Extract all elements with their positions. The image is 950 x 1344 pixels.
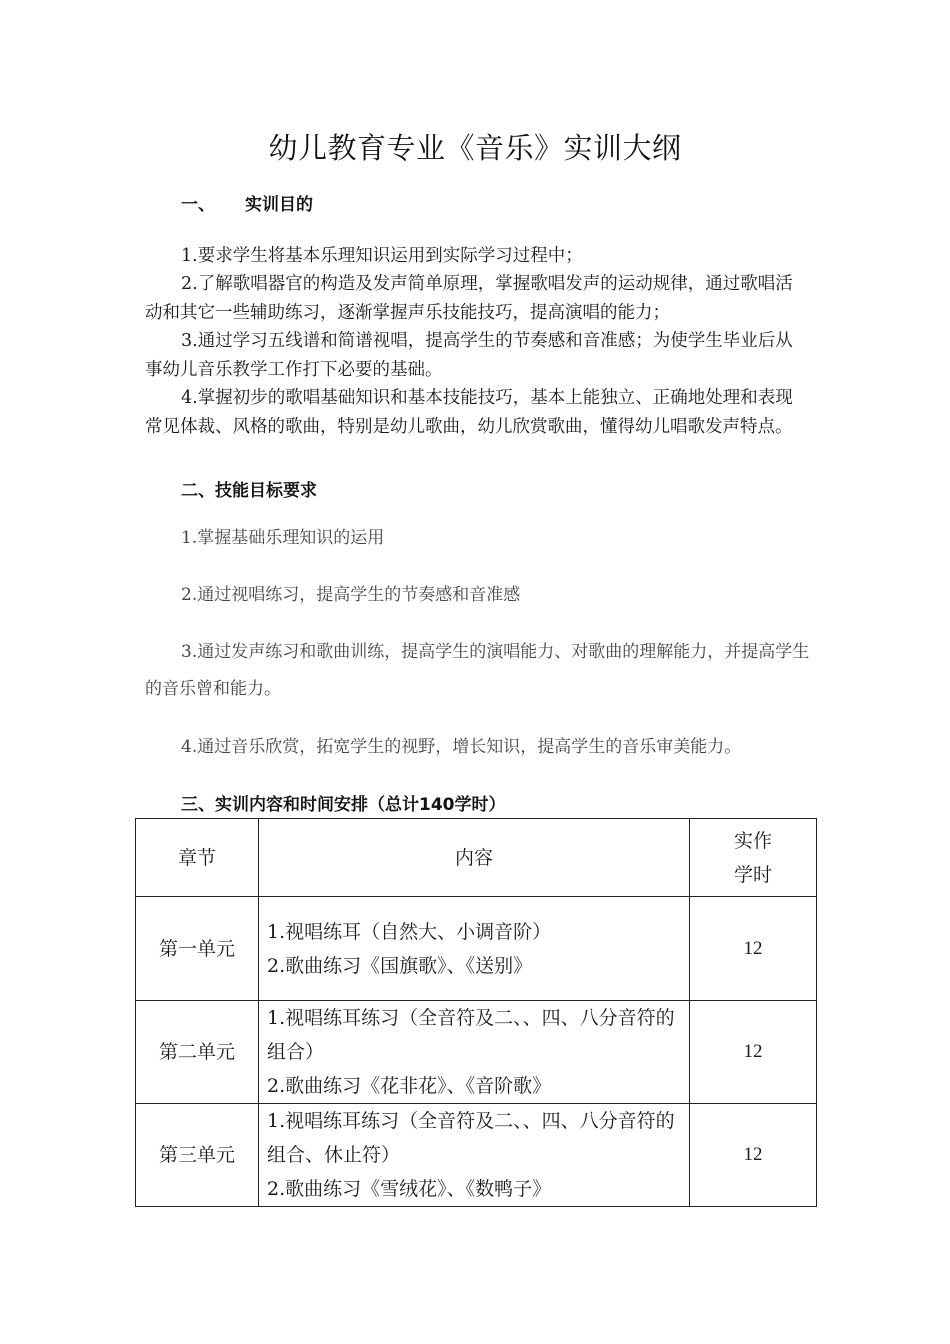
row-content-line: 2.歌曲练习《花非花》、《音阶歌》 [267, 1075, 552, 1097]
row-chapter: 第二单元 [136, 1001, 259, 1104]
header-content: 内容 [259, 819, 690, 897]
document-title: 幼儿教育专业《音乐》实训大纲 [268, 131, 682, 165]
skill-4: 4.通过音乐欣赏，拓宽学生的视野，增长知识，提高学生的音乐审美能力。 [181, 737, 742, 757]
section-1-label: 实训目的 [245, 195, 313, 215]
row-content-line: 1.视唱练耳（自然大、小调音阶） [267, 920, 552, 943]
objective-2: 2.了解歌唱器官的构造及发声简单原理，掌握歌唱发声的运动规律，通过歌唱活动和其它一些辅助练习，逐渐掌握声乐技能技巧，提高演唱的能力； [145, 274, 793, 323]
row-content-line: 1.视唱练耳练习（全音符及二、、四、八分音符的组合、休止符） [267, 1110, 675, 1166]
row-hours: 12 [690, 897, 817, 1001]
header-hours-line2: 学时 [733, 863, 772, 886]
section-3-heading: 三、实训内容和时间安排（总计140学时） [181, 795, 506, 815]
header-hours-line1: 实作 [733, 829, 772, 852]
section-1-heading [181, 190, 313, 215]
table-row [136, 1001, 817, 1104]
row-hours: 12 [690, 1104, 817, 1207]
row-chapter: 第一单元 [136, 897, 259, 1001]
row-content-line: 1.视唱练耳练习（全音符及二、、四、八分音符的组合） [267, 1007, 675, 1063]
row-content [259, 1001, 690, 1104]
section-1-number: 一、 [181, 195, 215, 215]
header-hours [690, 819, 817, 897]
objective-1: 1.要求学生将基本乐理知识运用到实际学习过程中； [181, 246, 583, 266]
row-content [259, 897, 690, 1001]
header-chapter: 章节 [136, 819, 259, 897]
skill-3: 3.通过发声练习和歌曲训练，提高学生的演唱能力、对歌曲的理解能力，并提高学生的音乐曾和能力。 [145, 642, 810, 699]
row-content [259, 1104, 690, 1207]
row-content-line: 2.歌曲练习《国旗歌》、《送别》 [267, 954, 533, 977]
skill-2: 2.通过视唱练习，提高学生的节奏感和音准感 [181, 585, 521, 605]
section-2-heading: 二、技能目标要求 [181, 481, 317, 501]
table-row [136, 897, 817, 1001]
row-hours: 12 [690, 1001, 817, 1104]
objective-3: 3.通过学习五线谱和简谱视唱，提高学生的节奏感和音准感；为使学生毕业后从事幼儿音乐教学工作打下必要的基础。 [145, 331, 793, 380]
skill-1: 1.掌握基础乐理知识的运用 [181, 528, 385, 548]
objective-4: 4.掌握初步的歌唱基础知识和基本技能技巧，基本上能独立、正确地处理和表现常见体裁、风格的歌曲，特别是幼儿歌曲，幼儿欣赏歌曲，懂得幼儿唱歌发声特点。 [145, 388, 793, 437]
row-content-line: 2.歌曲练习《雪绒花》、《数鸭子》 [267, 1178, 552, 1200]
table-header-row [136, 819, 817, 897]
schedule-table [135, 818, 817, 1207]
table-row [136, 1104, 817, 1207]
row-chapter: 第三单元 [136, 1104, 259, 1207]
